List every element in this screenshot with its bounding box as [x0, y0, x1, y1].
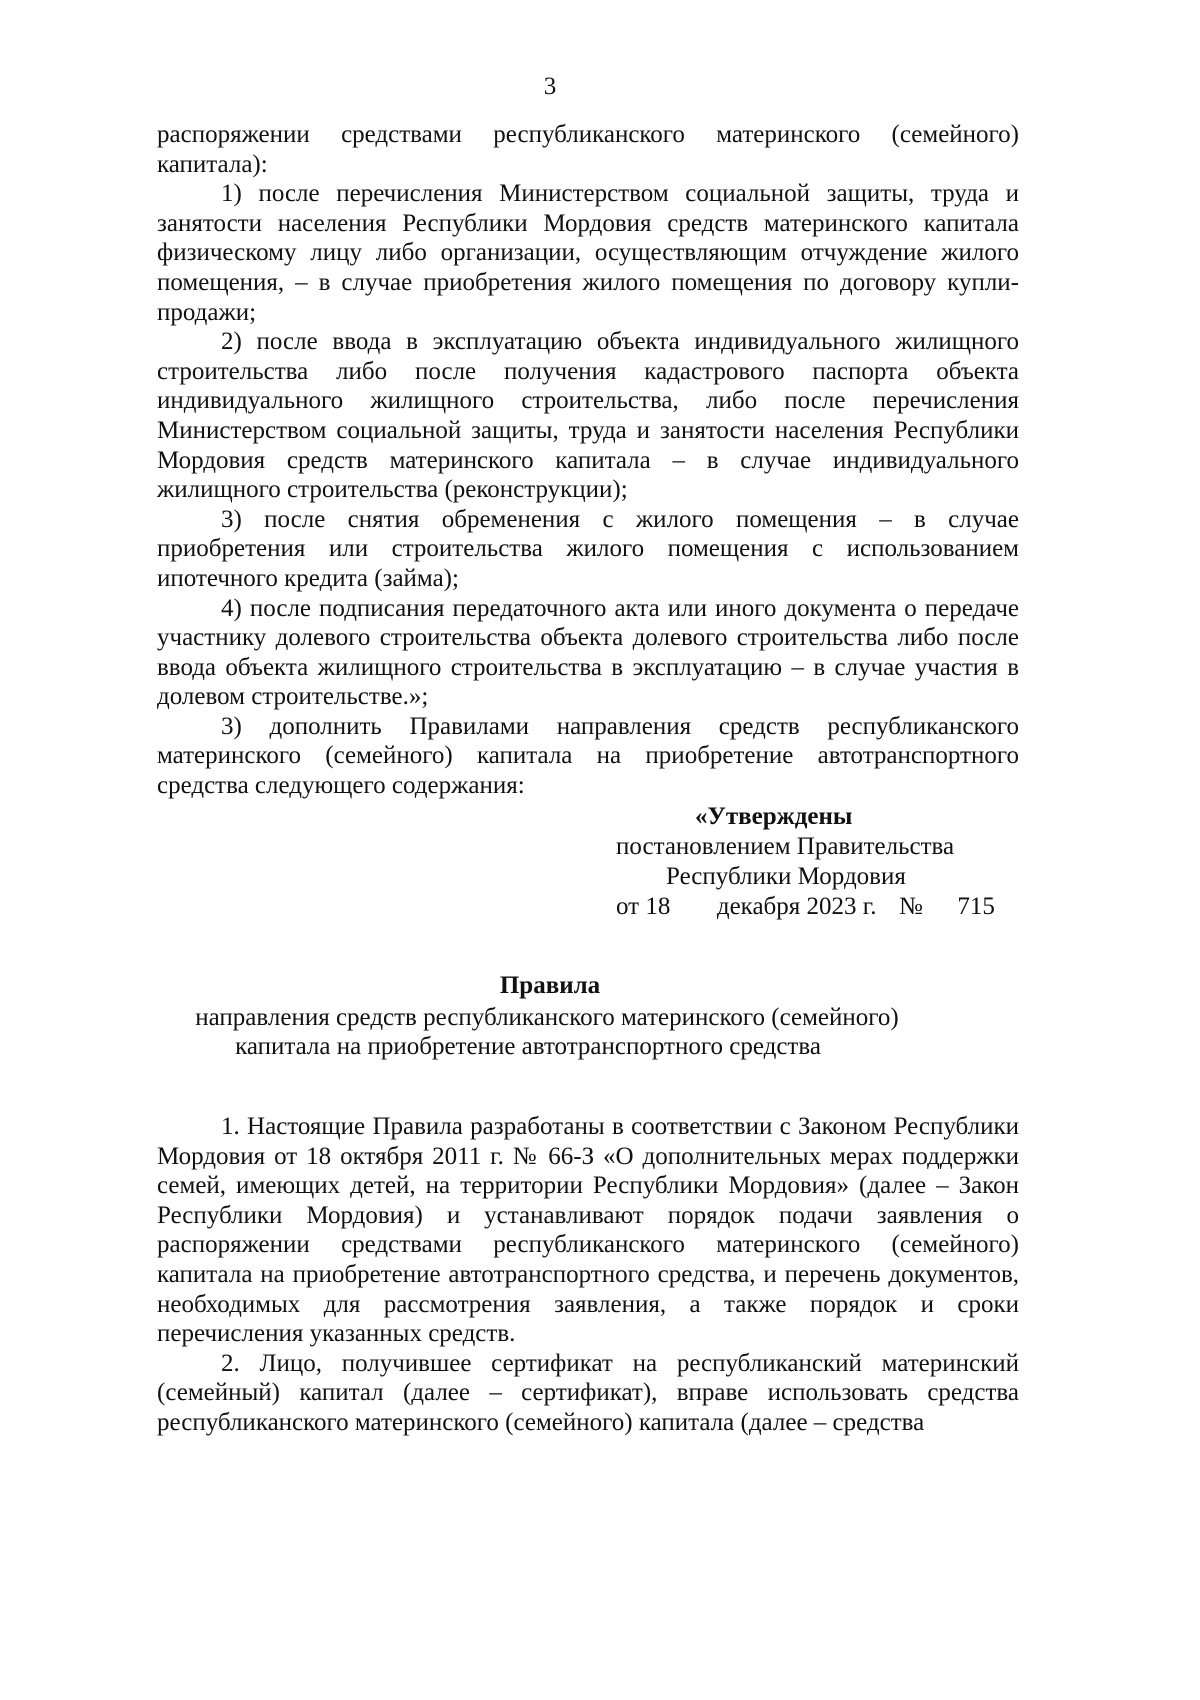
approval-date-prefix: от 18: [616, 893, 671, 920]
rules-body: [157, 1112, 1019, 1438]
list-item: 2) после ввода в эксплуатацию объекта индивидуального жилищного строительства либо после получения кадастрового паспорта объекта индивидуального жилищного строительства, либо после перечисления Министерством социальной защиты, труда и занятости населения Республики Мордовия средств материнского капитала – в случае индивидуального жилищного строительства (реконструкции);: [157, 328, 1019, 504]
rules-title: Правила: [499, 972, 601, 999]
list-item: 3) дополнить Правилами направления средств республиканского материнского (семейного) капитала на приобретение автотранспортного средства следующего содержания:: [157, 712, 1019, 800]
rules-title-block: [0, 971, 1100, 1062]
approval-heading: «Утверждены: [695, 803, 853, 830]
page-number: 3: [543, 73, 557, 100]
continuation-paragraph: распоряжении средствами республиканского материнского (семейного) капитала):: [157, 121, 1019, 178]
approval-number-sign: №: [898, 893, 923, 920]
approval-date-line: [616, 892, 995, 922]
approval-line-2: Республики Мордовия: [666, 863, 906, 890]
amendment-text: [157, 120, 1019, 801]
rules-subtitle-line-2: капитала на приобретение автотранспортного средства: [235, 1033, 821, 1061]
approval-number: 715: [957, 893, 995, 920]
list-item: 4) после подписания передаточного акта или иного документа о передаче участнику долевого строительства объекта долевого строительства либо после ввода объекта жилищного строительства в эксплуатацию – в случае участия в долевом строительстве.»;: [157, 594, 1019, 711]
list-item: 1) после перечисления Министерством социальной защиты, труда и занятости населения Республики Мордовия средств материнского капитала физическому лицу либо организации, осуществляющим отчуждение жилого помещения, – в случае приобретения жилого помещения по договору купли-продажи;: [157, 180, 1019, 326]
rules-subtitle-line-1: направления средств республиканского материнского (семейного): [195, 1003, 899, 1031]
rules-paragraph: 1. Настоящие Правила разработаны в соответствии с Законом Республики Мордовия от 18 октября 2011 г. № 66-З «О дополнительных мерах поддержки семей, имеющих детей, на территории Республики Мордовия» (далее – Закон Республики Мордовия) и устанавливают порядок подачи заявления о распоряжении средствами республиканского материнского (семейного) капитала на приобретение автотранспортного средства, и перечень документов, необходимых для рассмотрения заявления, а также порядок и сроки перечисления указанных средств.: [157, 1113, 1019, 1348]
list-item: 3) после снятия обременения с жилого помещения – в случае приобретения или строительства жилого помещения с использованием ипотечного кредита (займа);: [157, 505, 1019, 592]
approval-date-month: декабря 2023 г.: [716, 893, 877, 920]
approval-line-1: постановлением Правительства: [616, 833, 955, 860]
rules-paragraph: 2. Лицо, получившее сертификат на республиканский материнский (семейный) капитал (далее – сертификат), вправе использовать средства республиканского материнского (семейного) капитала (далее – средства: [157, 1349, 1019, 1436]
